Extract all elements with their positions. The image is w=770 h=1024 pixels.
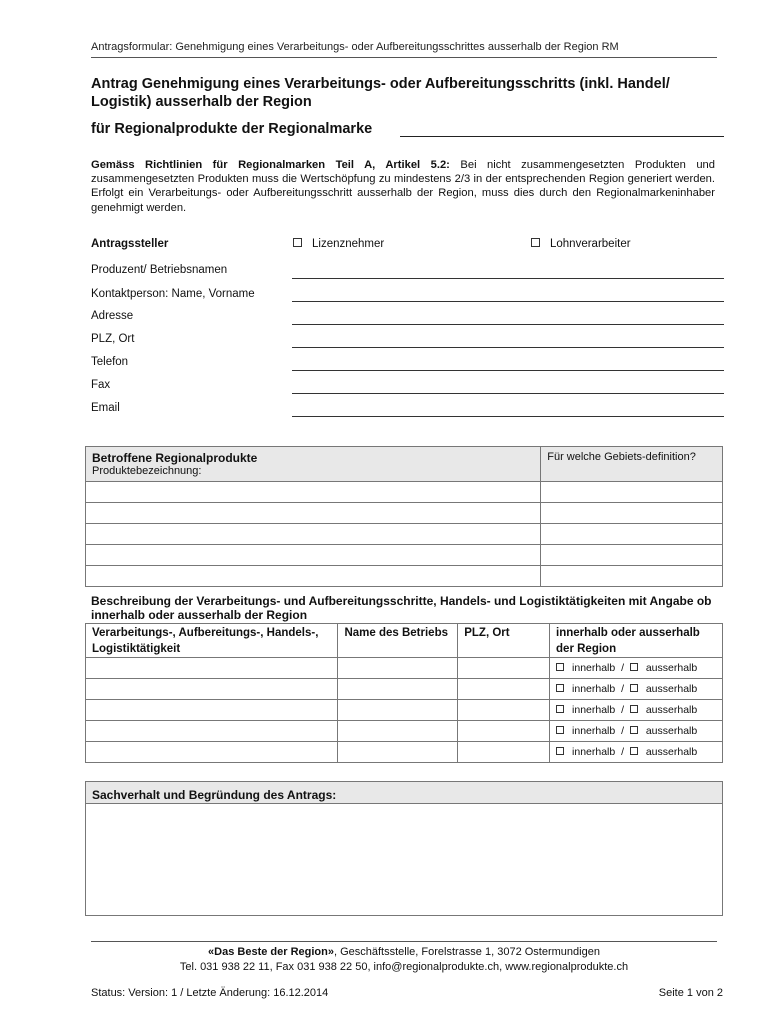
activity-cell[interactable] [86,742,338,763]
outside-label: ausserhalb [645,704,698,716]
form-subtitle: für Regionalprodukte der Regionalmarke [91,121,373,137]
document-header: Antragsformular: Genehmigung eines Verarbeitungs- oder Aufbereitungsschrittes ausserhalb der Region RM [91,41,619,53]
header-divider [91,57,717,58]
field-label-plz: PLZ, Ort [91,333,135,345]
page-number: Seite 1 von 2 [658,987,723,999]
table-row [86,482,723,503]
outside-label: ausserhalb [645,746,698,758]
business-cell[interactable] [338,658,458,679]
outside-checkbox[interactable] [630,726,638,734]
field-label-adresse: Adresse [91,310,134,322]
inside-label: innerhalb [572,725,616,737]
steps-header-row [86,624,723,658]
products-header-name [86,447,541,482]
steps-section-title: Beschreibung der Verarbeitungs- und Aufbereitungsschritte, Handels- und Logistiktätigkeiten mit Angabe ob innerhalb oder ausserhalb der Region [91,594,712,622]
product-name-cell[interactable] [86,503,541,524]
lohnverarbeiter-option[interactable] [531,238,631,250]
status-text: Status: Version: 1 / Letzte Änderung: 16.12.2014 [91,987,329,999]
product-name-cell[interactable] [86,566,541,587]
separator: / [621,662,624,674]
field-input-betrieb[interactable] [292,278,724,279]
product-region-cell[interactable] [541,482,723,503]
inside-label: innerhalb [572,662,616,674]
form-title: Antrag Genehmigung eines Verarbeitungs- oder Aufbereitungsschritts (inkl. Handel/ Logistik) ausserhalb der Region [91,76,670,110]
outside-checkbox[interactable] [630,663,638,671]
inout-cell [550,658,723,679]
inside-label: innerhalb [572,683,616,695]
products-col-region: Für welche Gebiets-definition? [541,447,723,482]
inside-checkbox[interactable] [556,684,564,692]
products-col-title: Betroffene Regionalprodukte [92,451,258,465]
footer-address-rest: , Geschäftsstelle, Forelstrasse 1, 3072 Ostermundigen [333,946,600,958]
field-input-adresse[interactable] [292,324,724,325]
location-cell[interactable] [458,721,550,742]
outside-label: ausserhalb [645,725,698,737]
reasoning-title: Sachverhalt und Begründung des Antrags: [86,782,723,804]
footer-contact: Tel. 031 938 22 11, Fax 031 938 22 50, info@regionalprodukte.ch, www.regionalprodukte.ch [179,961,629,973]
table-row [86,742,723,763]
table-row [86,524,723,545]
inout-cell [550,679,723,700]
table-row [86,700,723,721]
reasoning-textarea[interactable] [86,804,723,916]
field-label-telefon: Telefon [91,356,129,368]
steps-col-inout: innerhalb oder ausserhalb der Region [550,624,723,658]
outside-checkbox[interactable] [630,684,638,692]
intro-text: Bei nicht zusammengesetzten Produkten und zusammengesetzten Produkten muss die Wertschöpfung zu mindestens 2/3 in der entsprechenden Region generiert werden. Erfolgt ein Verarbeitungs- oder Aufbereitungsschritt ausserhalb der Region, muss dies durch den Regionalmarkeninhaber genehmigt werden. [91,159,715,214]
inside-checkbox[interactable] [556,705,564,713]
product-region-cell[interactable] [541,545,723,566]
reasoning-header-row [86,782,723,804]
intro-paragraph [91,158,715,215]
field-input-fax[interactable] [292,393,724,394]
intro-bold: Gemäss Richtlinien für Regionalmarken Teil A, Artikel 5.2: [91,159,450,171]
regionalmarke-input-line[interactable] [400,136,724,137]
footer-divider [91,941,717,942]
product-name-cell[interactable] [86,545,541,566]
lizenznehmer-checkbox[interactable] [293,238,302,247]
separator: / [621,704,624,716]
field-input-email[interactable] [292,416,724,417]
inside-checkbox[interactable] [556,663,564,671]
steps-col-location: PLZ, Ort [458,624,550,658]
table-row [86,721,723,742]
table-row [86,658,723,679]
location-cell[interactable] [458,658,550,679]
field-label-kontakt: Kontaktperson: Name, Vorname [91,288,255,300]
outside-label: ausserhalb [645,662,698,674]
activity-cell[interactable] [86,658,338,679]
outside-checkbox[interactable] [630,705,638,713]
table-row [86,503,723,524]
field-label-fax: Fax [91,379,111,391]
products-table [85,446,723,587]
inside-label: innerhalb [572,746,616,758]
business-cell[interactable] [338,679,458,700]
business-cell[interactable] [338,742,458,763]
inside-label: innerhalb [572,704,616,716]
activity-cell[interactable] [86,700,338,721]
products-header-row [86,447,723,482]
steps-col-business: Name des Betriebs [338,624,458,658]
field-input-plz[interactable] [292,347,724,348]
field-label-betrieb: Produzent/ Betriebsnamen [91,264,228,276]
product-region-cell[interactable] [541,566,723,587]
reasoning-body-row [86,804,723,916]
business-cell[interactable] [338,721,458,742]
lizenznehmer-option[interactable] [293,238,384,250]
lohnverarbeiter-label: Lohnverarbeiter [550,238,631,250]
inside-checkbox[interactable] [556,726,564,734]
products-col-sub: Produktebezeichnung: [92,465,202,477]
product-region-cell[interactable] [541,524,723,545]
product-region-cell[interactable] [541,503,723,524]
applicant-heading: Antragssteller [91,238,169,250]
footer-address [91,946,717,958]
inout-cell [550,742,723,763]
inout-cell [550,700,723,721]
footer-org: «Das Beste der Region» [208,946,334,958]
activity-cell[interactable] [86,679,338,700]
business-cell[interactable] [338,700,458,721]
location-cell[interactable] [458,679,550,700]
separator: / [621,683,624,695]
field-label-email: Email [91,402,120,414]
inside-checkbox[interactable] [556,747,564,755]
inout-cell [550,721,723,742]
table-row [86,679,723,700]
field-input-kontakt[interactable] [292,301,724,302]
reasoning-table [85,781,723,916]
field-input-telefon[interactable] [292,370,724,371]
activity-cell[interactable] [86,721,338,742]
product-name-cell[interactable] [86,482,541,503]
table-row [86,566,723,587]
outside-label: ausserhalb [645,683,698,695]
table-row [86,545,723,566]
lohnverarbeiter-checkbox[interactable] [531,238,540,247]
product-name-cell[interactable] [86,524,541,545]
separator: / [621,725,624,737]
outside-checkbox[interactable] [630,747,638,755]
location-cell[interactable] [458,700,550,721]
lizenznehmer-label: Lizenznehmer [312,238,385,250]
steps-table [85,623,723,763]
steps-col-activity: Verarbeitungs-, Aufbereitungs-, Handels-, Logistiktätigkeit [86,624,338,658]
separator: / [621,746,624,758]
location-cell[interactable] [458,742,550,763]
